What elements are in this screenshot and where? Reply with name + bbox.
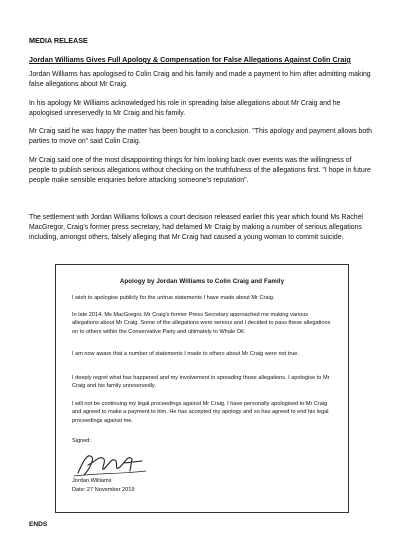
release-headline: Jordan Williams Gives Full Apology & Compensation for False Allegations Against Colin Craig	[29, 55, 351, 64]
release-paragraph: Mr Craig said he was happy the matter has been bought to a conclusion. "This apology and payment allows both parties to move on" said Colin Craig.	[29, 128, 372, 145]
apology-paragraph: I wish to apologise publicly for the untrue statements I have made about Mr Craig.	[72, 295, 275, 301]
signer-name: Jordan Williams	[72, 478, 112, 484]
media-release-label: MEDIA RELEASE	[29, 36, 88, 45]
release-paragraph: Mr Craig said one of the most disappointing things for him looking back over events was the willingness of people to publish serious allegations without checking on the truthfulness of the allegations first. "I hope in future people make sensible enquiries before attacking someone's reputation".	[29, 157, 371, 184]
release-paragraph: Jordan Williams has apologised to Colin Craig and his family and made a payment to him after admitting making false allegations about Mr Craig.	[29, 71, 371, 88]
apology-letter-image	[55, 264, 349, 513]
apology-paragraph: I deeply regret what has happened and my involvement in spreading those allegations. I apologise to Mr Craig and his family unreservedly.	[72, 375, 330, 390]
release-paragraph: The settlement with Jordan Williams follows a court decision released earlier this year which found Ms Rachel MacGregor, Craig's former press secretary, had defamed Mr Craig by making a number of serious allegations including, amongst others, falsely alleging that Mr Craig had caused a young woman to commit suicide.	[29, 214, 363, 241]
handwritten-signature	[70, 449, 150, 479]
release-paragraph: In his apology Mr Williams acknowledged his role in spreading false allegations about Mr Craig and he apologised unreservedly to Mr Craig and his family.	[29, 100, 341, 117]
apology-title: Apology by Jordan Williams to Colin Craig and Family	[119, 278, 285, 285]
apology-paragraph: In late 2014, Ms MacGregor, Mr Craig's former Press Secretary approached me making various allegations about Mr Craig. Some of the allegations were serious and I decided to pass these allegations on to others within the Conservative Party and ultimately to Whale Oil.	[72, 312, 331, 335]
signature-date: Date: 27 November 2019	[72, 487, 135, 493]
apology-paragraph: I am now aware that a number of statements I made to others about Mr Craig were not true.	[72, 351, 299, 357]
signed-label: Signed:	[72, 438, 91, 444]
apology-paragraph: I will not be continuing my legal proceedings against Mr Craig. I have personally apologised to Mr Craig and agreed to make a payment to him. He has accepted my apology and so has agreed to end his legal proceedings against me.	[72, 401, 329, 424]
ends-marker: ENDS	[29, 521, 48, 528]
